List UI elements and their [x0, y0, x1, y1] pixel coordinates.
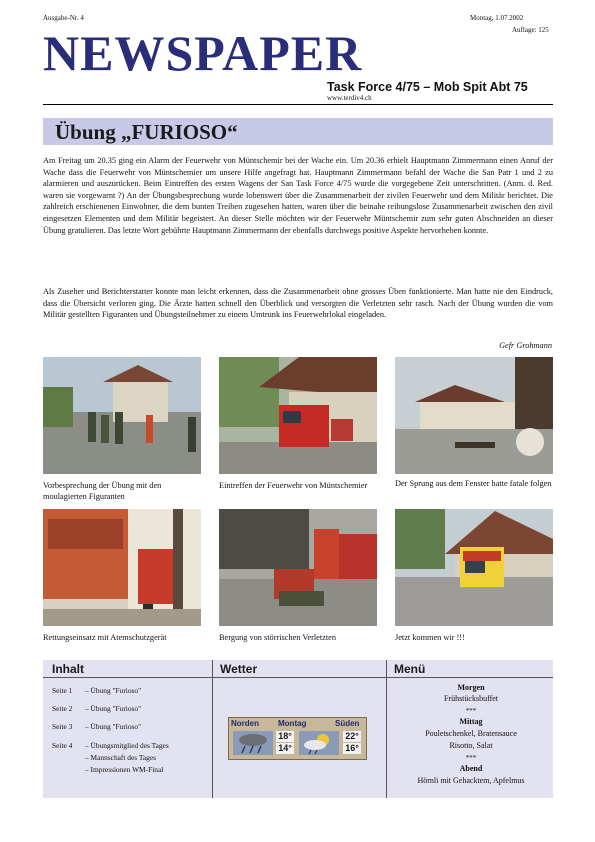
photo-briefing [43, 357, 201, 474]
unit-subtitle: Task Force 4/75 – Mob Spit Abt 75 [327, 80, 528, 94]
column-divider [212, 660, 213, 798]
issue-date: Montag, 1.07.2002 [470, 14, 524, 22]
photo-caption: Eintreffen der Feuerwehr von Müntschemier [219, 481, 368, 490]
toc-page: Seite 4 [52, 741, 73, 750]
article-author: Gefr Grohmann [499, 341, 552, 350]
menu-dish: Pouletschenkel, Bratensauce [425, 729, 517, 738]
wetter-title: Wetter [220, 662, 258, 676]
photo-caption: Jetzt kommen wir !!! [395, 633, 465, 642]
menu-meal-label: Morgen [457, 683, 485, 692]
south-low-temp: 16° [343, 743, 361, 754]
toc-page: Seite 1 [52, 686, 73, 695]
south-high-temp: 22° [343, 731, 361, 742]
photo-caption: Bergung von störrischen Verletzten [219, 633, 336, 642]
header-rule [43, 104, 553, 105]
cloud-rain-icon [233, 731, 273, 755]
menu-dish: Hörnli mit Gehacktem, Apfelmus [417, 776, 525, 785]
north-low-temp: 14° [276, 743, 294, 754]
inhalt-title: Inhalt [52, 662, 84, 676]
toc-entry[interactable]: – Impressionen WM-Final [85, 765, 164, 774]
toc-entry[interactable]: – Übung "Furioso" [85, 686, 142, 695]
photo-fire-truck [219, 357, 377, 474]
article-paragraph-1: Am Freitag um 20.35 ging ein Alarm der Feuerwehr von Müntschemir bei der Wache ein. Um 20.36 erhielt Hauptmann Zimmermann einen Anruf der Wache dass die Feuerwehr von Müntschemier um unsere Hilfe angefragt hat. Hauptmann Zimmermann befahl der Wache die San Patr 1 und 2 zu alarmieren und auszurücken. Beim Eintreffen des ersten Wagens der San Task Force 4/75 wurde die vorgegebene Zeit unterschritten. (Anm. d. Red. waren sie vorgewarnt ?) An der Übungsbesprechung wurde lobenswert über die Zusammenarbeit der zivilen Feuerwehr und dem Militär berichtet. Die zahlreich erschienenen Einwohner, die dem bunten Treiben zugesehen hatten, waren über die beinahe reibungslose Zusammenarbeit zwischen den zivil eingesetzen Elementen und dem Militär begeistert. An dieser Stelle möchten wir der Feuerwehr Müntschemir zum sehr guten Abschneiden an dieser Übung gratulieren. Das letzte Wort gebührte Hauptmann Zimmermann der ebenfalls durchwegs positive Aspekte hervorheben konnte. [43, 156, 553, 235]
menu-title: Menü [394, 662, 426, 676]
weather-day-label: Montag [278, 719, 307, 728]
toc-entry[interactable]: – Übung "Furioso" [85, 722, 142, 731]
website-link[interactable]: www.terdiv4.ch [327, 94, 372, 102]
menu-separator: *** [465, 754, 477, 762]
photo-ambulance [395, 509, 553, 626]
masthead-title: NEWSPAPER [43, 25, 363, 81]
weather-widget [228, 717, 367, 760]
photo-caption: Vorbesprechung der Übung mit den moulagierten Figuranten [43, 481, 162, 501]
photo-window-jump [395, 357, 553, 474]
weather-south-label: Süden [335, 719, 360, 728]
sun-cloud-icon [299, 731, 339, 755]
toc-entry[interactable]: – Übungsmitglied des Tages [85, 741, 169, 750]
menu-separator: *** [465, 707, 477, 715]
weather-north-label: Norden [231, 719, 259, 728]
article-paragraph-2: Als Zuseher und Berichterstatter konnte man leicht erkennen, dass die Zusammenarbeit ohne grosses Üben funktionierte. Man hatte nie den Eindruck, dass die Übersicht verloren ging. Die Ärzte hatten schnell den Überblick und versorgten die Verletzten sehr rasch. Nach der Übung wurden die vom Militär gestellten Figuranten und Übungsteilnehmer zu einem Umtrunk ins Feuerwehrlokal eingeladen. [43, 287, 553, 320]
toc-page: Seite 3 [52, 722, 73, 731]
photo-caption: Rettungseinsatz mit Atemschutzgerät [43, 633, 167, 642]
toc-page: Seite 2 [52, 704, 73, 713]
menu-meal-label: Mittag [459, 717, 483, 726]
article-headline: Übung „FURIOSO“ [55, 120, 238, 144]
toc-entry[interactable]: – Mannschaft des Tages [85, 753, 156, 762]
circulation: Auflage: 125 [512, 26, 549, 34]
photo-caption: Der Sprung aus dem Fenster hatte fatale folgen [395, 479, 552, 488]
photo-breathing-apparatus [43, 509, 201, 626]
menu-meal-label: Abend [459, 764, 483, 773]
menu-dish: Risotto, Salat [449, 741, 493, 750]
info-header-rule [43, 677, 553, 678]
toc-entry[interactable]: – Übung "Furioso" [85, 704, 142, 713]
photo-recovery [219, 509, 377, 626]
issue-number: Ausgabe-Nr. 4 [43, 14, 84, 22]
menu-dish: Frühstücksbuffet [443, 694, 499, 703]
north-high-temp: 18° [276, 731, 294, 742]
